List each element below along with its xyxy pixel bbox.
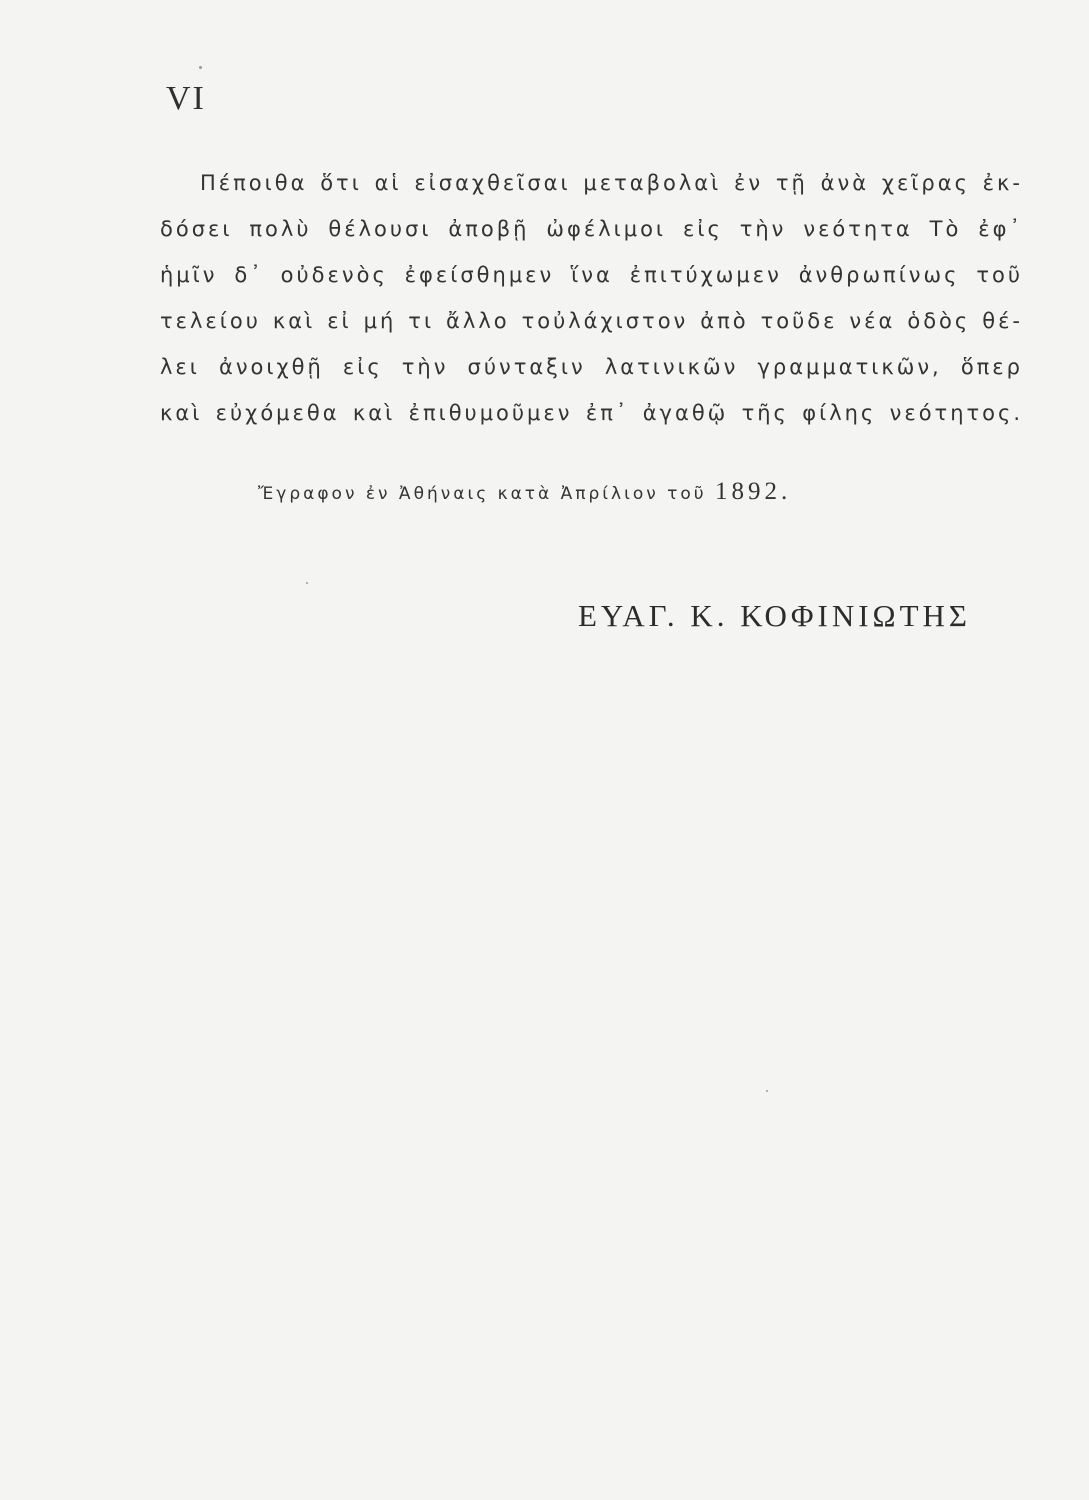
- author-signature: ΕΥΑΓ. Κ. ΚΟΦΙΝΙΩΤΗΣ: [578, 598, 971, 633]
- dateline-year: 1892.: [715, 478, 792, 505]
- paper-speck: [306, 582, 308, 584]
- paragraph-line: καὶ εὐχόμεθα καὶ ἐπιθυμοῦμεν ἐπ᾽ ἀγαθῷ τῆς φίλης νεότητος.: [160, 401, 1023, 425]
- dateline-text: Ἔγραφον ἐν Ἀθήναις κατὰ Ἀπρίλιον τοῦ: [258, 484, 707, 504]
- paragraph-line: Πέποιθα ὅτι αἱ εἰσαχθεῖσαι μεταβολαὶ ἐν τῇ ἀνὰ χεῖρας ἐκ-: [200, 171, 1023, 195]
- dateline: [258, 478, 791, 506]
- paragraph-line: τελείου καὶ εἰ μή τι ἄλλο τοὐλάχιστον ἀπὸ τοῦδε νέα ὁδὸς θέ-: [160, 309, 1023, 333]
- paragraph-line: ἡμῖν δ᾽ οὐδενὸς ἐφείσθημεν ἵνα ἐπιτύχωμεν ἀνθρωπίνως τοῦ: [160, 263, 1023, 287]
- paper-speck: [199, 66, 202, 69]
- paragraph-line: λει ἀνοιχθῇ εἰς τὴν σύνταξιν λατινικῶν γραμματικῶν, ὅπερ: [160, 355, 1023, 379]
- paragraph-line: δόσει πολὺ θέλουσι ἀποβῇ ὠφέλιμοι εἰς τὴν νεότητα Τὸ ἐφ᾽: [160, 217, 1023, 241]
- page-number: VI: [166, 80, 206, 117]
- body-paragraph: [160, 160, 1023, 436]
- paper-speck: [766, 1090, 768, 1092]
